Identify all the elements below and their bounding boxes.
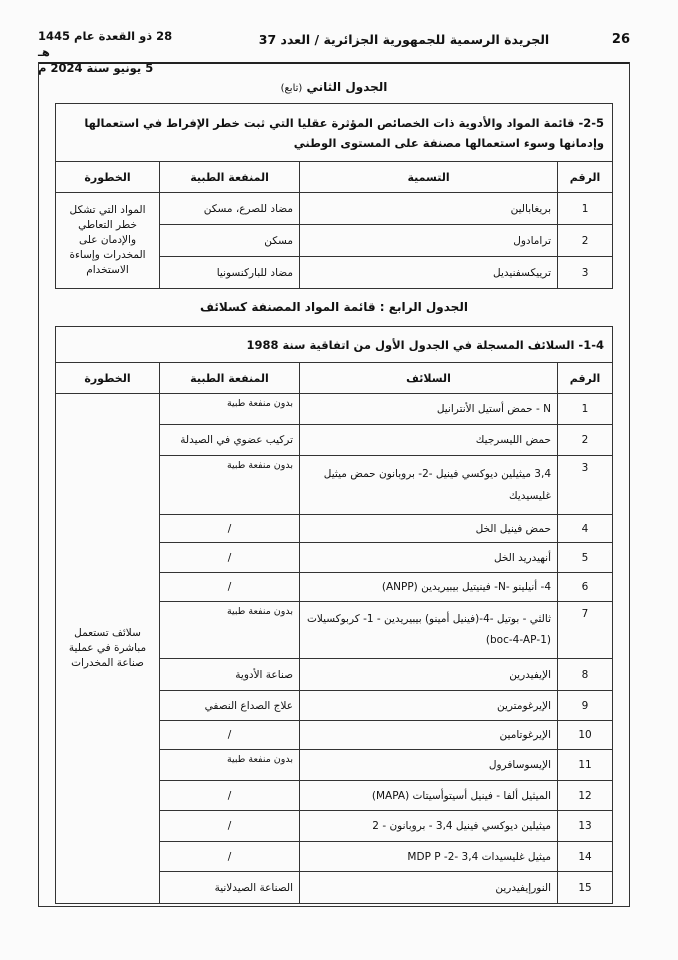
- precursor-name: 4- أنيلينو -N- فينيتيل بيبيريدين (ANPP): [300, 573, 558, 602]
- table4-header-name: السلائف: [300, 363, 558, 394]
- precursor-name: أنهيدريد الخل: [300, 543, 558, 573]
- row-number: 1: [558, 193, 613, 225]
- date-gregorian: 5 يونيو سنة 2024 م: [38, 61, 154, 75]
- precursor-name: حمض الليسرجيك: [300, 425, 558, 456]
- medical-benefit: بدون منفعة طبية: [160, 750, 300, 781]
- precursor-name: حمض فينيل الخل: [300, 515, 558, 543]
- substance-name: ترامادول: [300, 225, 558, 257]
- table2-risk: المواد التي تشكل خطر التعاطي والإدمان على المخدرات وإساءة الاستخدام: [56, 193, 160, 289]
- table4-caption: 1-4- السلائف المسجلة في الجدول الأول من اتفاقية سنة 1988: [56, 327, 613, 363]
- precursor-name: النورإيفيدرين: [300, 872, 558, 904]
- medical-benefit: /: [160, 842, 300, 872]
- table2-header-num: الرقم: [558, 162, 613, 193]
- gazette-title: الجريدة الرسمية للجمهورية الجزائرية / العدد 37: [258, 32, 550, 47]
- medical-benefit: علاج الصداع النصفي: [160, 691, 300, 721]
- page-header: [38, 28, 630, 75]
- row-number: 11: [558, 750, 613, 781]
- precursor-name: الميثيل ألفا - فينيل أسيتوأسيتات (MAPA): [300, 781, 558, 811]
- medical-benefit: بدون منفعة طبية: [160, 456, 300, 515]
- medical-benefit: مضاد للصرع، مسكن: [160, 193, 300, 225]
- row-number: 13: [558, 811, 613, 842]
- precursor-name: ميثيلين ديوكسي فينيل 3,4 - بروبانون - 2: [300, 811, 558, 842]
- row-number: 5: [558, 543, 613, 573]
- table4-header-num: الرقم: [558, 363, 613, 394]
- table2: [55, 103, 613, 289]
- precursor-name: ثالثي - بوتيل -4-(فينيل أمينو) بيبيريدين - 1- كربوكسيلات (1-boc-4-AP): [300, 602, 558, 659]
- row-number: 7: [558, 602, 613, 659]
- date-hijri: 28 ذو القعدة عام 1445 هـ: [38, 29, 173, 59]
- row-number: 6: [558, 573, 613, 602]
- precursor-name: الإيرغومترين: [300, 691, 558, 721]
- row-number: 2: [558, 225, 613, 257]
- precursor-name: 3,4 ميثيلين ديوكسي فينيل -2- بروبانون حمض ميثيل غليسيديك: [300, 456, 558, 515]
- medical-benefit: مسكن: [160, 225, 300, 257]
- precursor-name: الإيسوسافرول: [300, 750, 558, 781]
- precursor-name: N - حمض أستيل الأنترانيل: [300, 394, 558, 425]
- row-number: 12: [558, 781, 613, 811]
- table-row: [56, 394, 613, 425]
- row-number: 3: [558, 456, 613, 515]
- medical-benefit: /: [160, 781, 300, 811]
- precursor-name: الإيرغوتامين: [300, 721, 558, 750]
- table2-header-benefit: المنفعة الطبية: [160, 162, 300, 193]
- table2-title: [54, 80, 614, 94]
- medical-benefit: بدون منفعة طبية: [160, 394, 300, 425]
- medical-benefit: /: [160, 573, 300, 602]
- table-row: [56, 193, 613, 225]
- row-number: 15: [558, 872, 613, 904]
- table2-title-text: الجدول الثاني: [306, 80, 388, 94]
- medical-benefit: صناعة الأدوية: [160, 659, 300, 691]
- table2-caption: 2-5- قائمة المواد والأدوية ذات الخصائص المؤثرة عقليا التي ثبت خطر الإفراط في استعمالها وإدمانها وسوء استعمالها مصنفة على المستوى الوطني: [56, 104, 613, 162]
- precursor-name: ميثيل غليسيدات 3,4 -2- MDP P: [300, 842, 558, 872]
- table4-header-risk: الخطورة: [56, 363, 160, 394]
- table4-risk: سلائف تستعمل مباشرة في عملية صناعة المخدرات: [56, 394, 160, 904]
- medical-benefit: /: [160, 515, 300, 543]
- row-number: 14: [558, 842, 613, 872]
- table2-header-risk: الخطورة: [56, 162, 160, 193]
- table2-title-note: (تابع): [280, 83, 303, 94]
- table4-title: الجدول الرابع : قائمة المواد المصنفة كسلائف: [200, 300, 468, 314]
- table4-header-benefit: المنفعة الطبية: [160, 363, 300, 394]
- row-number: 8: [558, 659, 613, 691]
- medical-benefit: /: [160, 543, 300, 573]
- substance-name: ترييكسفنيديل: [300, 257, 558, 289]
- substance-name: بريغابالين: [300, 193, 558, 225]
- row-number: 4: [558, 515, 613, 543]
- medical-benefit: تركيب عضوي في الصيدلة: [160, 425, 300, 456]
- page-number: 26: [611, 32, 630, 47]
- row-number: 3: [558, 257, 613, 289]
- table2-header-name: التسمية: [300, 162, 558, 193]
- row-number: 9: [558, 691, 613, 721]
- row-number: 1: [558, 394, 613, 425]
- precursor-name: الإيفيدرين: [300, 659, 558, 691]
- row-number: 2: [558, 425, 613, 456]
- row-number: 10: [558, 721, 613, 750]
- table4: [55, 326, 613, 904]
- medical-benefit: /: [160, 811, 300, 842]
- medical-benefit: الصناعة الصيدلانية: [160, 872, 300, 904]
- medical-benefit: بدون منفعة طبية: [160, 602, 300, 659]
- medical-benefit: /: [160, 721, 300, 750]
- medical-benefit: مضاد للباركنسونيا: [160, 257, 300, 289]
